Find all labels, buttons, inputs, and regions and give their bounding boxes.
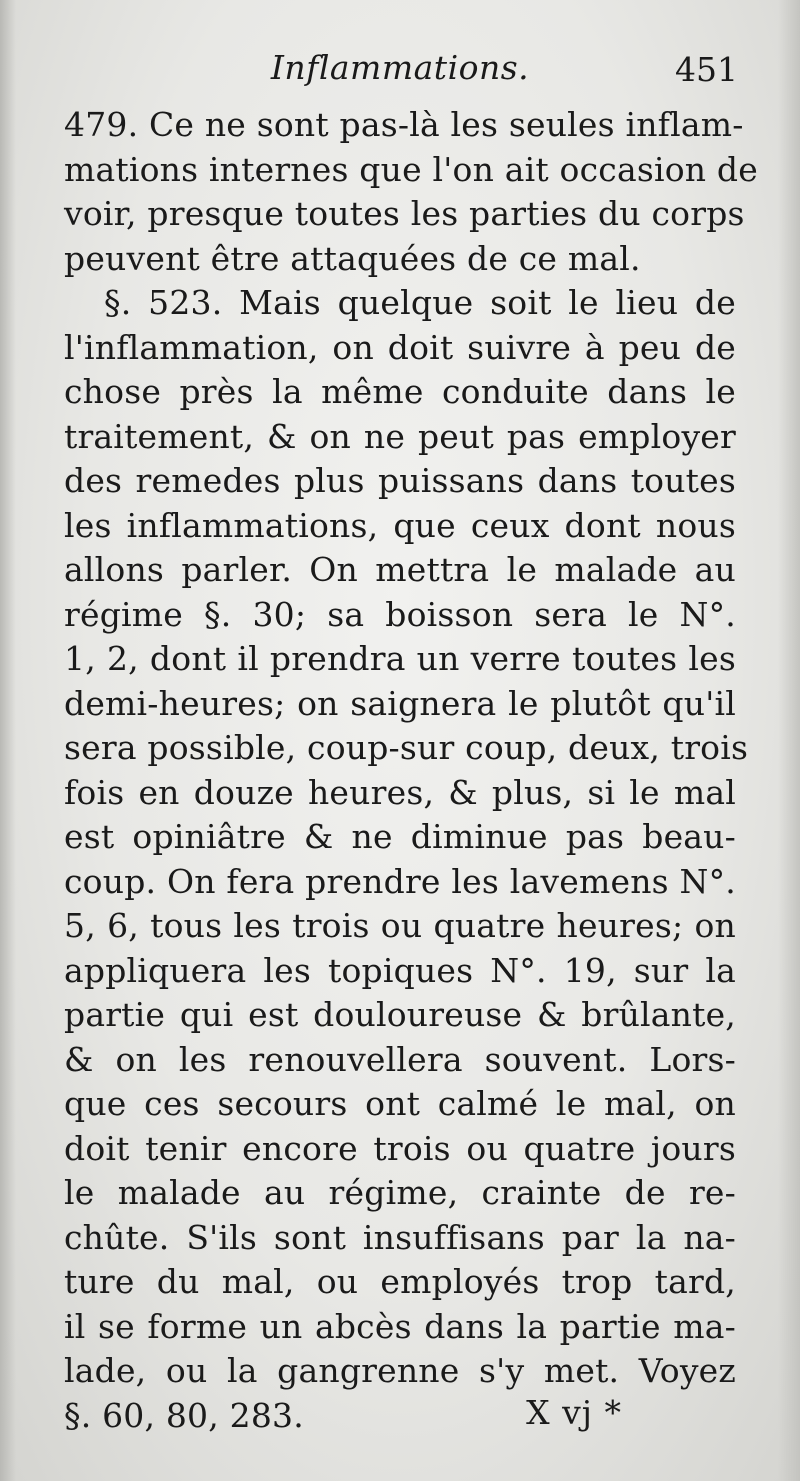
text-line: fois en douze heures, & plus, si le mal — [64, 772, 736, 812]
body-text — [64, 103, 758, 1438]
text-line: sera possible, coup-sur coup, deux, trois — [64, 728, 749, 767]
text-line: 479. Ce ne sont pas-là les seules inflam- — [64, 105, 744, 144]
text-line: appliquera les topiques N°. 19, sur la — [64, 950, 736, 990]
text-line: chose près la même conduite dans le — [64, 372, 736, 411]
signature-mark: X vj * — [526, 1393, 622, 1432]
text-line: les inflammations, que ceux dont nous — [64, 505, 736, 545]
running-head — [62, 40, 738, 90]
text-line: chûte. S'ils sont insuffisans par la na- — [64, 1217, 736, 1257]
text-line: §. 523. Mais quelque soit le lieu de — [104, 283, 736, 322]
text-line: doit tenir encore trois ou quatre jours — [64, 1128, 736, 1168]
text-line: lade, ou la gangrenne s'y met. Voyez — [64, 1351, 736, 1390]
text-line: traitement, & on ne peut pas employer — [64, 416, 736, 456]
text-line: & on les renouvellera souvent. Lors- — [64, 1039, 736, 1079]
text-line: peuvent être attaquées de ce mal. — [64, 238, 641, 278]
text-line: l'inflammation, on doit suivre à peu de — [64, 327, 736, 367]
text-line: ture du mal, ou employés trop tard, — [64, 1262, 736, 1301]
text-line: voir, presque toutes les parties du corps — [64, 194, 745, 233]
text-line: partie qui est douloureuse & brûlante, — [64, 995, 736, 1034]
text-line: allons parler. On mettra le malade au — [64, 550, 736, 589]
text-line: des remedes plus puissans dans toutes — [64, 461, 736, 500]
text-line: le malade au régime, crainte de re- — [64, 1173, 736, 1212]
page-gutter-shadow — [0, 0, 16, 1481]
text-line: demi-heures; on saignera le plutôt qu'il — [64, 683, 736, 723]
text-line: 1, 2, dont il prendra un verre toutes les — [64, 639, 736, 678]
text-line: 5, 6, tous les trois ou quatre heures; on — [64, 906, 736, 945]
text-line: est opiniâtre & ne diminue pas beau- — [64, 817, 736, 856]
text-line: mations internes que l'on ait occasion de — [64, 149, 758, 189]
text-line: régime §. 30; sa boisson sera le N°. — [64, 594, 736, 634]
running-title: Inflammations. — [270, 48, 530, 87]
page-edge-shadow — [778, 0, 800, 1481]
page-number: 451 — [675, 50, 738, 89]
text-line: il se forme un abcès dans la partie ma- — [64, 1306, 736, 1346]
text-line: que ces secours ont calmé le mal, on — [64, 1084, 736, 1123]
text-line: §. 60, 80, 283. — [64, 1395, 304, 1435]
text-line: coup. On fera prendre les lavemens N°. — [64, 861, 736, 901]
